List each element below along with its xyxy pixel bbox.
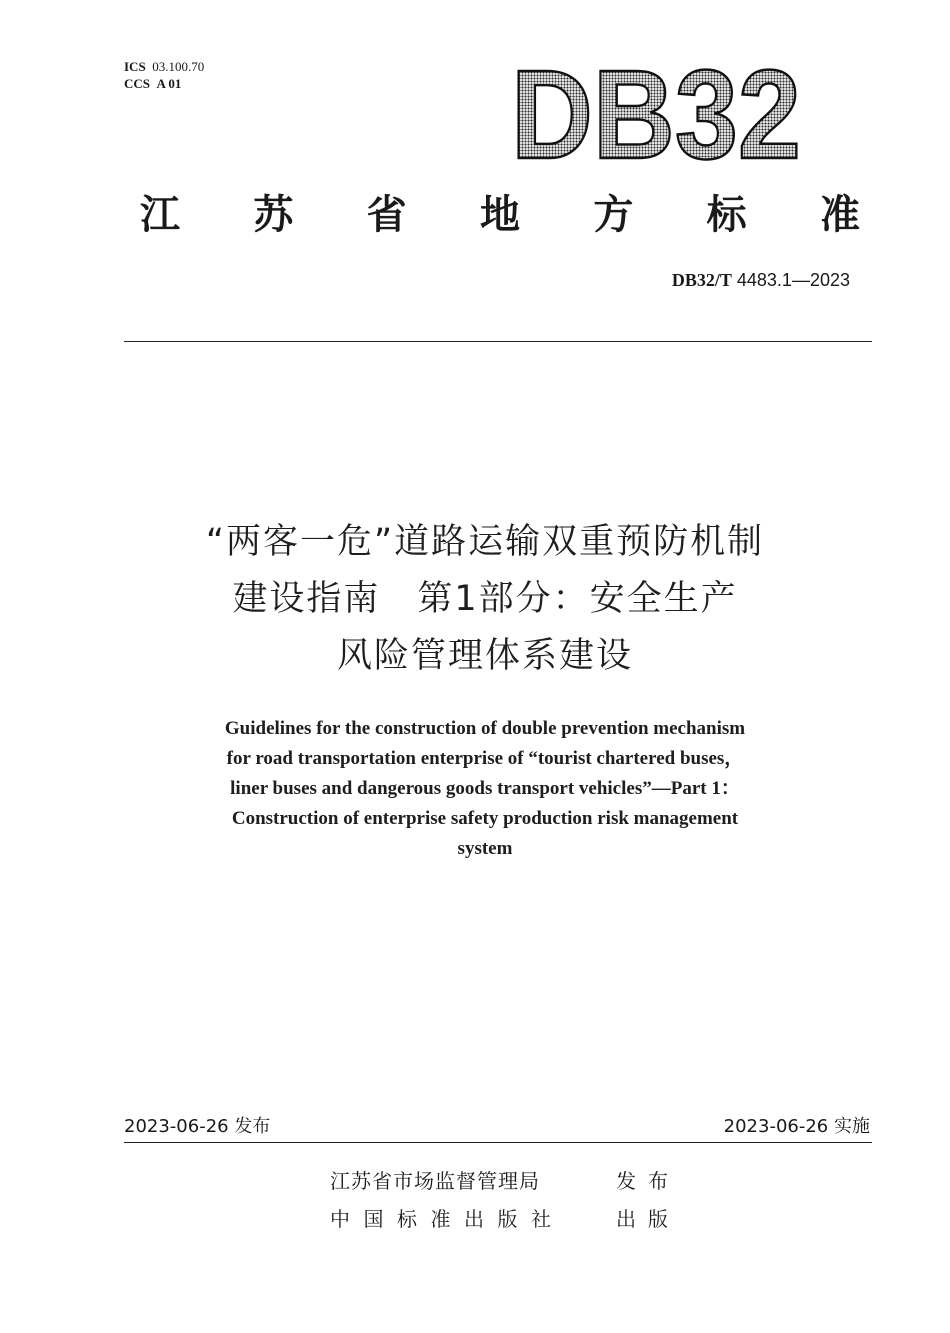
cn-title-line: “两客一危”道路运输双重预防机制 bbox=[205, 522, 765, 562]
standard-type-title bbox=[140, 190, 860, 240]
en-title-line: liner buses and dangerous goods transport vehicles”—Part 1： bbox=[230, 778, 740, 799]
issuer-name: 江苏省市场监督管理局 bbox=[330, 1169, 540, 1193]
chinese-title bbox=[100, 514, 870, 685]
standard-number bbox=[672, 268, 850, 292]
title-char: 准 bbox=[819, 192, 860, 238]
title-char: 省 bbox=[366, 192, 407, 238]
cn-title-line: 风险管理体系建设 bbox=[336, 636, 633, 676]
db32-logo bbox=[506, 50, 806, 172]
ccs-code: A 01 bbox=[156, 76, 182, 91]
db32-logo-graphic bbox=[506, 50, 806, 172]
ics-label: ICS bbox=[124, 59, 146, 74]
en-title-line: system bbox=[457, 838, 513, 859]
en-title-line: for road transportation enterprise of “tourist chartered buses， bbox=[226, 748, 744, 769]
publisher-name: 中国标准出版社 bbox=[330, 1207, 565, 1231]
english-title bbox=[140, 714, 830, 864]
issuer-action: 发布 bbox=[616, 1169, 680, 1193]
title-char: 苏 bbox=[253, 192, 294, 238]
implementation-date: 2023-06-26 实施 bbox=[723, 1116, 870, 1137]
standard-number-prefix: DB32/T bbox=[671, 270, 732, 290]
ics-code: 03.100.70 bbox=[152, 59, 205, 74]
title-char: 江 bbox=[140, 192, 180, 238]
title-char: 地 bbox=[479, 192, 520, 238]
classification-codes bbox=[124, 58, 204, 92]
en-title-line: Guidelines for the construction of double prevention mechanism bbox=[224, 718, 746, 739]
ics-line bbox=[124, 58, 204, 75]
bottom-divider bbox=[124, 1142, 872, 1143]
top-divider bbox=[124, 341, 872, 342]
en-title-line: Construction of enterprise safety production risk management bbox=[231, 808, 739, 829]
title-char: 标 bbox=[706, 192, 747, 238]
db32-logo-text: DB32 bbox=[511, 50, 801, 172]
ccs-label: CCS bbox=[124, 76, 151, 91]
ccs-line bbox=[124, 75, 204, 92]
publisher-action: 出版 bbox=[616, 1207, 680, 1231]
title-char: 方 bbox=[593, 192, 634, 238]
standard-number-value: 4483.1—2023 bbox=[736, 270, 850, 290]
issue-date: 2023-06-26 发布 bbox=[124, 1116, 271, 1137]
cn-title-line: 建设指南 第1部分：安全生产 bbox=[232, 579, 738, 619]
